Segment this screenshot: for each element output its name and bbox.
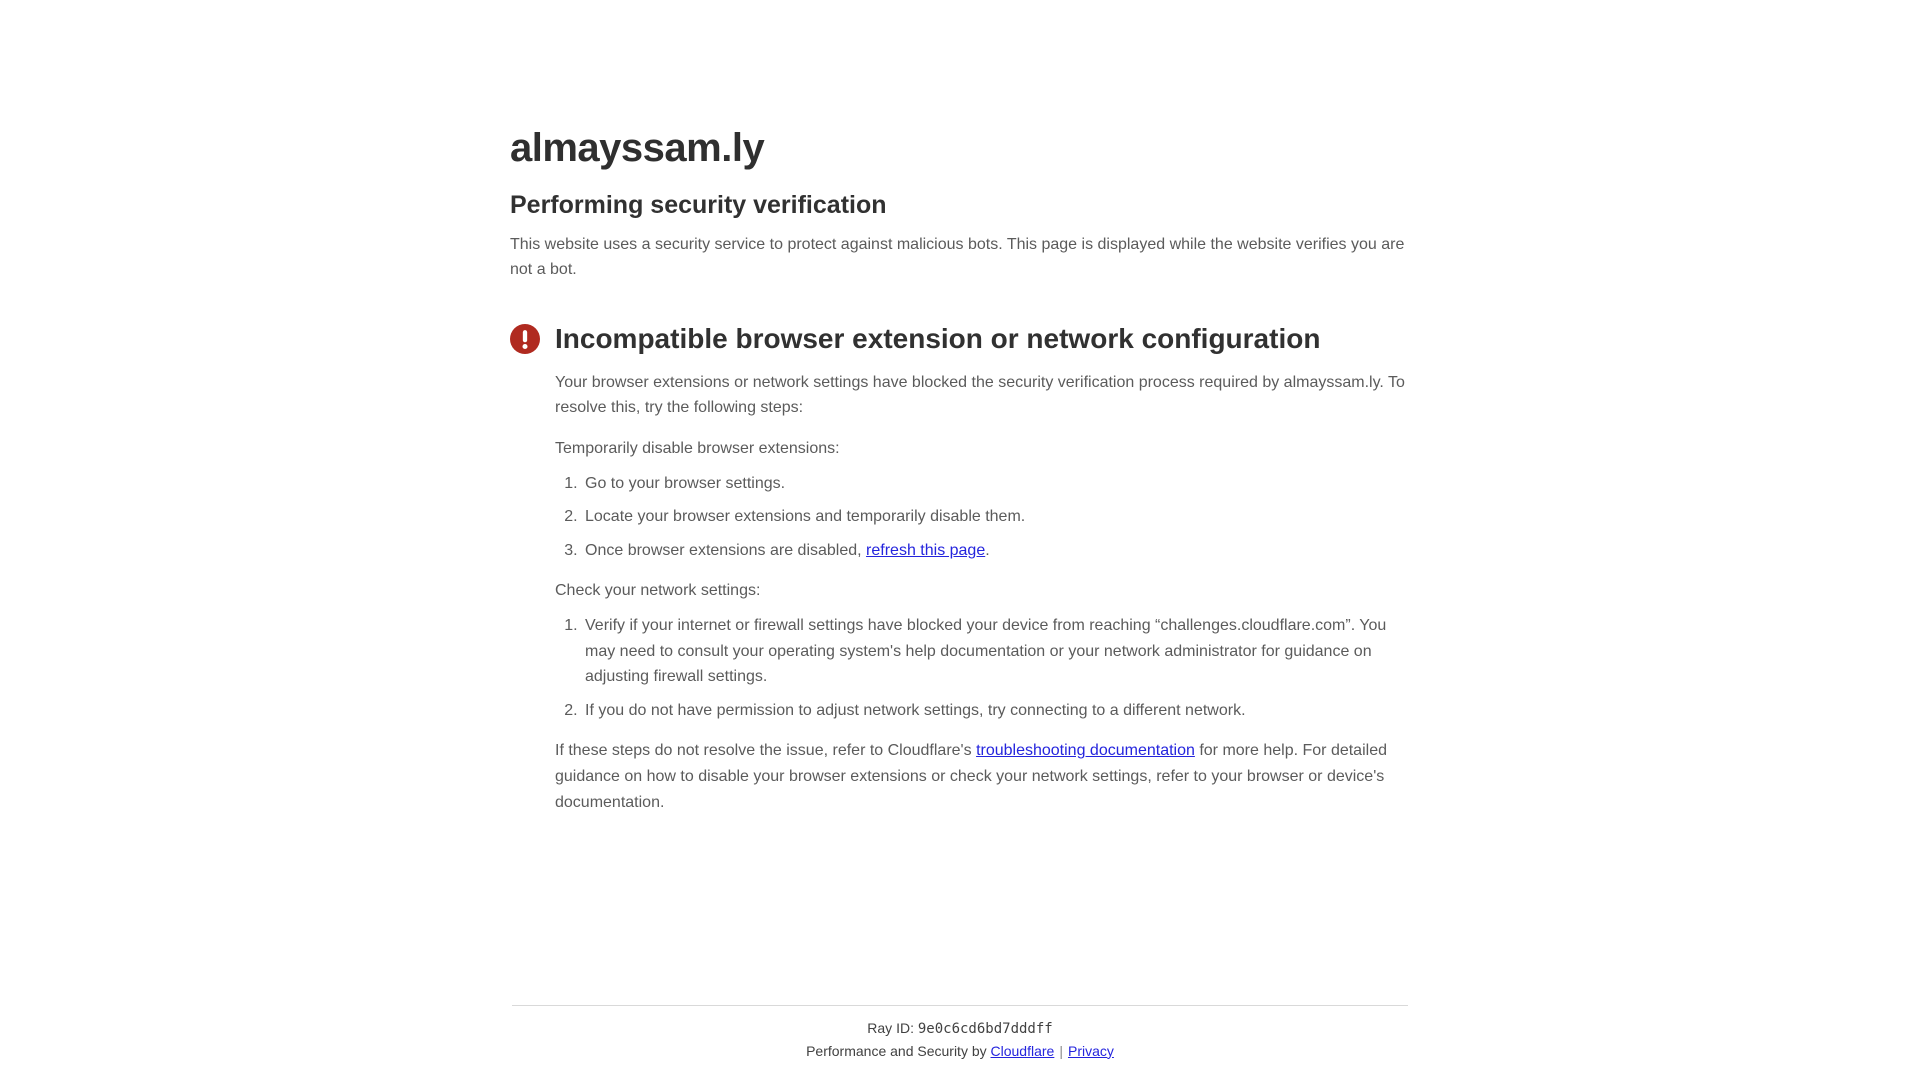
list-item: 1. Verify if your internet or firewall settings have blocked your device from reaching “challenges.cloudflare.com”. You may need to consult your operating system's help documentation or your network administrator for guidance on adjusting firewall settings. (582, 613, 1410, 690)
refresh-page-link[interactable]: refresh this page (866, 541, 986, 559)
list-item: 1. Go to your browser settings. (582, 471, 1410, 497)
closing-text: for more help. For detailed guidance on how to disable your browser extensions or check your network settings, refer to your browser or device's documentation. (555, 742, 1387, 811)
error-section-header (510, 323, 1410, 355)
security-verification-heading: Performing security verification (510, 191, 887, 219)
ray-id-value: 9e0c6cd6bd7dddff (917, 1020, 1053, 1037)
extensions-steps-list (555, 471, 1410, 564)
error-description: Your browser extensions or network settings have blocked the security verification process required by almayssam.ly. To resolve this, try the following steps: (555, 373, 1405, 417)
troubleshooting-documentation-link[interactable]: troubleshooting documentation (976, 742, 1195, 760)
closing-text: If these steps do not resolve the issue, refer to Cloudflare's (555, 742, 977, 760)
page-title: almayssam.ly (510, 126, 765, 170)
credit-text: Performance and Security by (806, 1042, 987, 1059)
main-content (510, 0, 1410, 1005)
closing-paragraph (555, 738, 1410, 815)
error-section (510, 323, 1410, 816)
list-item: 2. Locate your browser extensions and temporarily disable them. (582, 504, 1410, 530)
footer-separator: | (1059, 1042, 1063, 1059)
network-steps-list (555, 613, 1410, 723)
privacy-link[interactable]: Privacy (1067, 1042, 1114, 1059)
ray-id-line (512, 1019, 1408, 1038)
extensions-intro: Temporarily disable browser extensions: (555, 439, 840, 457)
intro-text: This website uses a security service to protect against malicious bots. This page is displayed while the website verifies you are not a bot. (510, 236, 1405, 278)
step-text: Once browser extensions are disabled, (585, 541, 867, 559)
network-intro: Check your network settings: (555, 582, 761, 600)
cloudflare-link[interactable]: Cloudflare (990, 1042, 1055, 1059)
step-text: . (985, 541, 990, 559)
ray-id-label: Ray ID: (867, 1019, 914, 1036)
error-section-title: Incompatible browser extension or network configuration (555, 322, 1321, 354)
list-item: 2. If you do not have permission to adjust network settings, try connecting to a different network. (582, 698, 1410, 724)
error-exclamation-icon (510, 324, 540, 354)
list-item (582, 538, 1410, 564)
error-section-body (555, 370, 1410, 815)
page-footer (512, 1005, 1408, 1060)
credit-line (512, 1042, 1408, 1060)
